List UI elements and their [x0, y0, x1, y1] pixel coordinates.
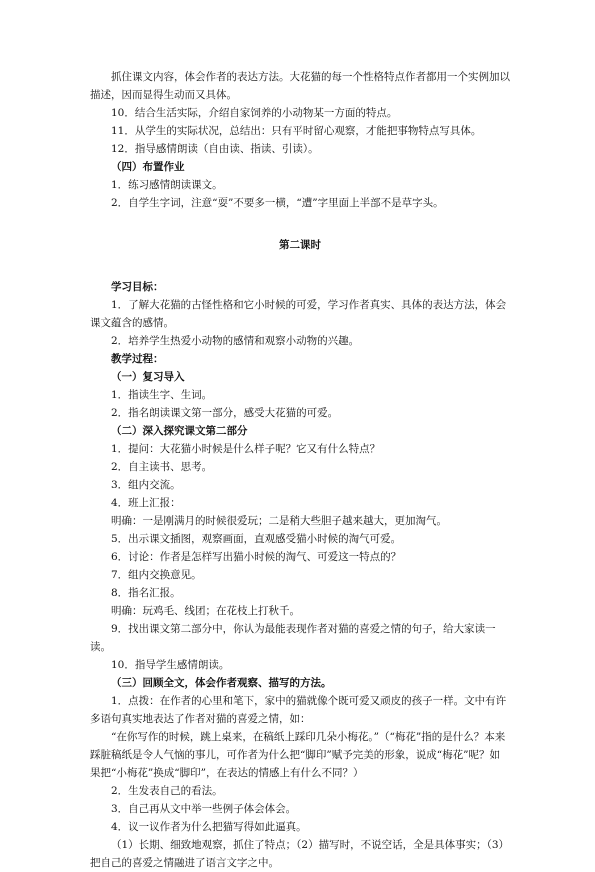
document-body: [90, 68, 510, 872]
lesson-two-title: 第二课时: [279, 239, 321, 251]
section-homework-heading: （四）布置作业: [111, 161, 185, 173]
explore-clarify-1: 明确：一是刚满月的时候很爱玩；二是稍大些胆子越来越大，更加淘气。: [111, 515, 447, 527]
goal-1: 1．了解大花猫的古怪性格和它小时候的可爱，学习作者真实、具体的表达方法，体会课文蕴含的感情。: [90, 299, 507, 329]
homework-item-2: 2．自学生字词，注意“耍”不要多一横，“遭”字里面上半部不是草字头。: [111, 197, 444, 209]
step-11: 11．从学生的实际状况，总结出：只有平时留心观察，才能把事物特点写具体。: [111, 125, 482, 137]
section-review-heading: （一）复习导入: [111, 371, 185, 383]
explore-item-6: 6．讨论：作者是怎样写出猫小时候的淘气、可爱这一特点的？: [111, 551, 402, 563]
explore-item-8: 8．指名汇报。: [111, 587, 181, 599]
recap-item-4: 4．议一议作者为什么把猫写得如此逼真。: [111, 821, 307, 833]
explore-item-2: 2．自主读书、思考。: [111, 461, 213, 473]
review-item-2: 2．指名朗读课文第一部分，感受大花猫的可爱。: [111, 407, 339, 419]
section-recap-heading: （三）回顾全文，体会作者观察、描写的方法。: [111, 677, 332, 689]
paragraph-intro: 抓住课文内容，体会作者的表达方法。大花猫的每一个性格特点作者都用一个实例加以描述，因而显得生动而又具体。: [90, 71, 510, 101]
step-12: 12．指导感情朗读（自由读、指读、引读）。: [111, 143, 319, 155]
explore-item-4: 4．班上汇报：: [111, 497, 181, 509]
review-item-1: 1．指读生字、生词。: [111, 389, 213, 401]
explore-item-5: 5．出示课文插图，观察画面，直观感受猫小时候的淘气可爱。: [111, 533, 402, 545]
explore-item-9: 9．找出课文第二部分中，你认为最能表现作者对猫的喜爱之情的句子，给大家读一读。: [90, 623, 496, 653]
explore-item-7: 7．组内交换意见。: [111, 569, 202, 581]
recap-summary: （1）长期、细致地观察，抓住了特点；（2）描写时，不说空话，全是具体事实；（3）把自己的喜爱之情融进了语言文字之中。: [90, 839, 510, 869]
explore-clarify-2: 明确：玩鸡毛、线团；在花枝上打秋千。: [111, 605, 300, 617]
teaching-process-heading: 教学过程：: [111, 353, 164, 365]
goal-2: 2．培养学生热爱小动物的感情和观察小动物的兴趣。: [111, 335, 360, 347]
step-10: 10．结合生活实际，介绍自家饲养的小动物某一方面的特点。: [111, 107, 398, 119]
explore-item-10: 10．指导学生感情朗读。: [111, 659, 230, 671]
recap-item-1: 1．点拨：在作者的心里和笔下，家中的猫就像个既可爱又顽皮的孩子一样。文中有许多语句真实地表达了作者对猫的喜爱之情，如：: [90, 695, 507, 725]
recap-item-2: 2．生发表自己的看法。: [111, 785, 223, 797]
learning-goals-heading: 学习目标：: [111, 281, 164, 293]
explore-item-3: 3．组内交流。: [111, 479, 181, 491]
recap-item-3: 3．自己再从文中举一些例子体会体会。: [111, 803, 297, 815]
recap-quote: “在你写作的时候，跳上桌来，在稿纸上踩印几朵小梅花。”（“梅花”指的是什么？本来踩脏稿纸是令人气恼的事儿，可作者为什么把“脚印”赋予完美的形象，说成“梅花”呢？如果把“小梅花”换成“脚印”，在表达的情感上有什么不同？）: [90, 731, 506, 779]
homework-item-1: 1．练习感情朗读课文。: [111, 179, 223, 191]
section-explore-heading: （二）深入探究课文第二部分: [111, 425, 248, 437]
explore-item-1: 1．提问：大花猫小时候是什么样子呢？它又有什么特点？: [111, 443, 381, 455]
